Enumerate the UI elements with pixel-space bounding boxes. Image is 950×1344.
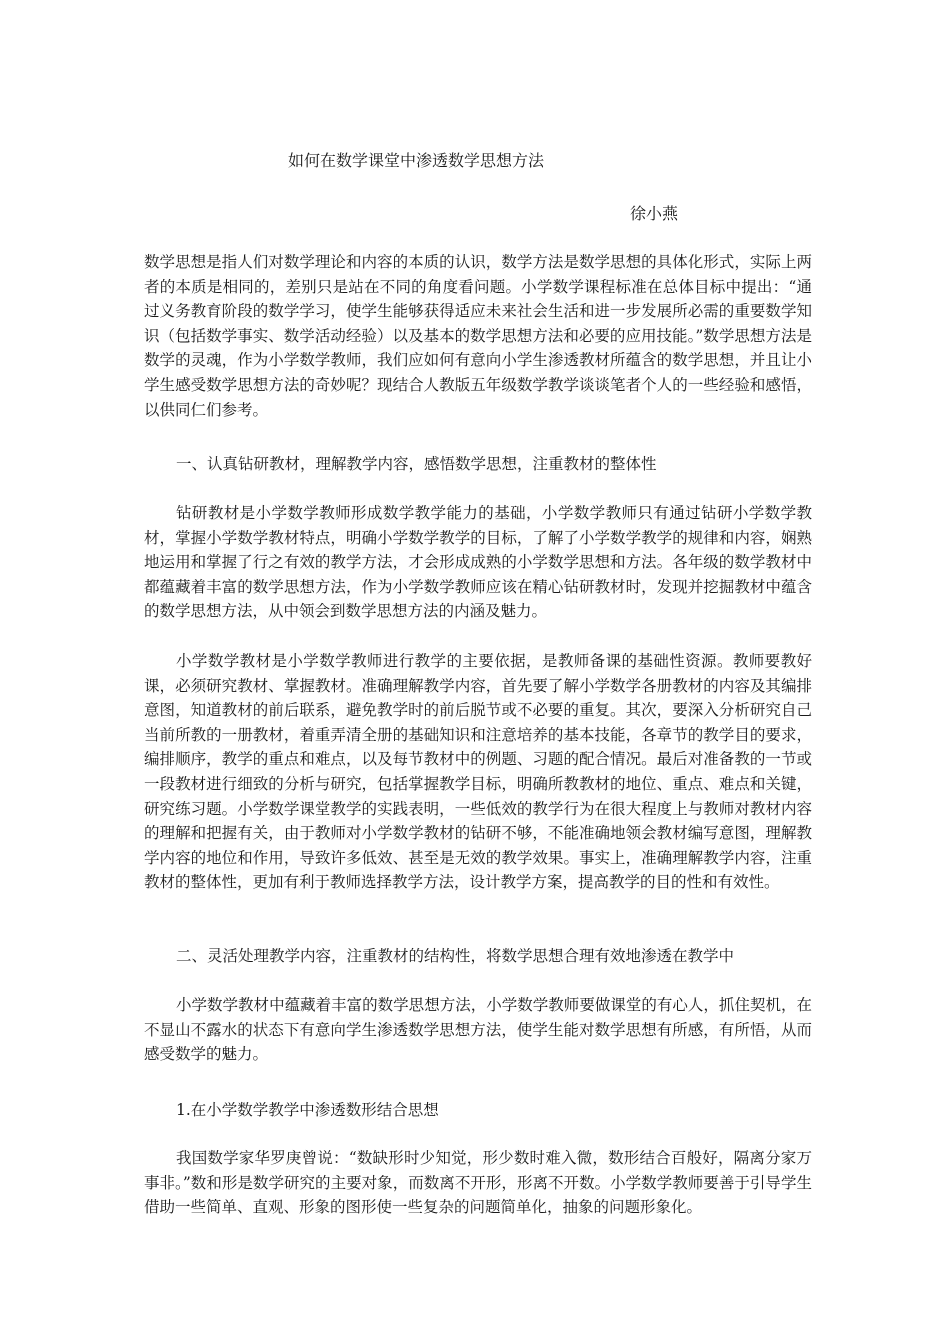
document-author: 徐小燕 — [630, 204, 679, 223]
section-heading-1: 一、认真钻研教材，理解教学内容，感悟数学思想，注重教材的整体性 — [176, 455, 657, 473]
paragraph-2: 小学数学教材是小学数学教师进行教学的主要依据，是教师备课的基础性资源。教师要教好课，必须研究教材、掌握教材。准确理解教学内容，首先要了解小学数学各册教材的内容及其编排意图，知道教材的前后联系，避免教学时的前后脱节或不必要的重复。其次，要深入分析研究自己当前所教的一册教材，着重弄清全册的基础知识和注意培养的基本技能，各章节的教学目的要求，编排顺序，教学的重点和难点，以及每节教材中的例题、习题的配合情况。最后对准备教的一节或一段教材进行细致的分析与研究，包括掌握教学目标，明确所教教材的地位、重点、难点和关键，研究练习题。小学数学课堂教学的实践表明，一些低效的教学行为在很大程度上与教师对教材内容的理解和把握有关，由于教师对小学数学教材的钻研不够，不能准确地领会教材编写意图，理解教学内容的地位和作用，导致许多低效、甚至是无效的教学效果。事实上，准确理解教学内容，注重教材的整体性，更加有利于教师选择教学方法，设计教学方案，提高教学的目的性和有效性。 — [144, 652, 812, 892]
intro-paragraph: 数学思想是指人们对数学理论和内容的本质的认识，数学方法是数学思想的具体化形式，实际上两者的本质是相同的，差别只是站在不同的角度看问题。小学数学课程标准在总体目标中提出：“通过义务教育阶段的数学学习，使学生能够获得适应未来社会生活和进一步发展所必需的重要数学知识（包括数学事实、数学活动经验）以及基本的数学思想方法和必要的应用技能。”数学思想方法是数学的灵魂，作为小学数学教师，我们应如何有意向小学生渗透教材所蕴含的数学思想，并且让小学生感受数学思想方法的奇妙呢？现结合人教版五年级数学教学谈谈笔者个人的一些经验和感悟，以供同仁们参考。 — [144, 253, 812, 419]
subsection-heading-1: 1.在小学数学教学中渗透数形结合思想 — [176, 1101, 439, 1119]
paragraph-3: 小学数学教材中蕴藏着丰富的数学思想方法，小学数学教师要做课堂的有心人，抓住契机，在不显山不露水的状态下有意向学生渗透数学思想方法，使学生能对数学思想有所感，有所悟，从而感受数学的魅力。 — [144, 996, 812, 1064]
paragraph-4: 我国数学家华罗庚曾说：“数缺形时少知觉，形少数时难入微，数形结合百般好，隔离分家万事非。”数和形是数学研究的主要对象，而数离不开形，形离不开数。小学数学教师要善于引导学生借助一些简单、直观、形象的图形使一些复杂的问题简单化，抽象的问题形象化。 — [144, 1149, 812, 1217]
section-heading-2: 二、灵活处理教学内容，注重教材的结构性，将数学思想合理有效地渗透在教学中 — [176, 947, 735, 965]
paragraph-1: 钻研教材是小学数学教师形成数学教学能力的基础，小学数学教师只有通过钻研小学数学教材，掌握小学数学教材特点，明确小学数学教学的目标，了解了小学数学教学的规律和内容，娴熟地运用和掌握了行之有效的教学方法，才会形成成熟的小学数学思想和方法。各年级的数学教材中都蕴藏着丰富的数学思想方法，作为小学数学教师应该在精心钻研教材时，发现并挖掘教材中蕴含的数学思想方法，从中领会到数学思想方法的内涵及魅力。 — [144, 504, 812, 621]
document-title: 如何在数学课堂中渗透数学思想方法 — [288, 151, 545, 170]
